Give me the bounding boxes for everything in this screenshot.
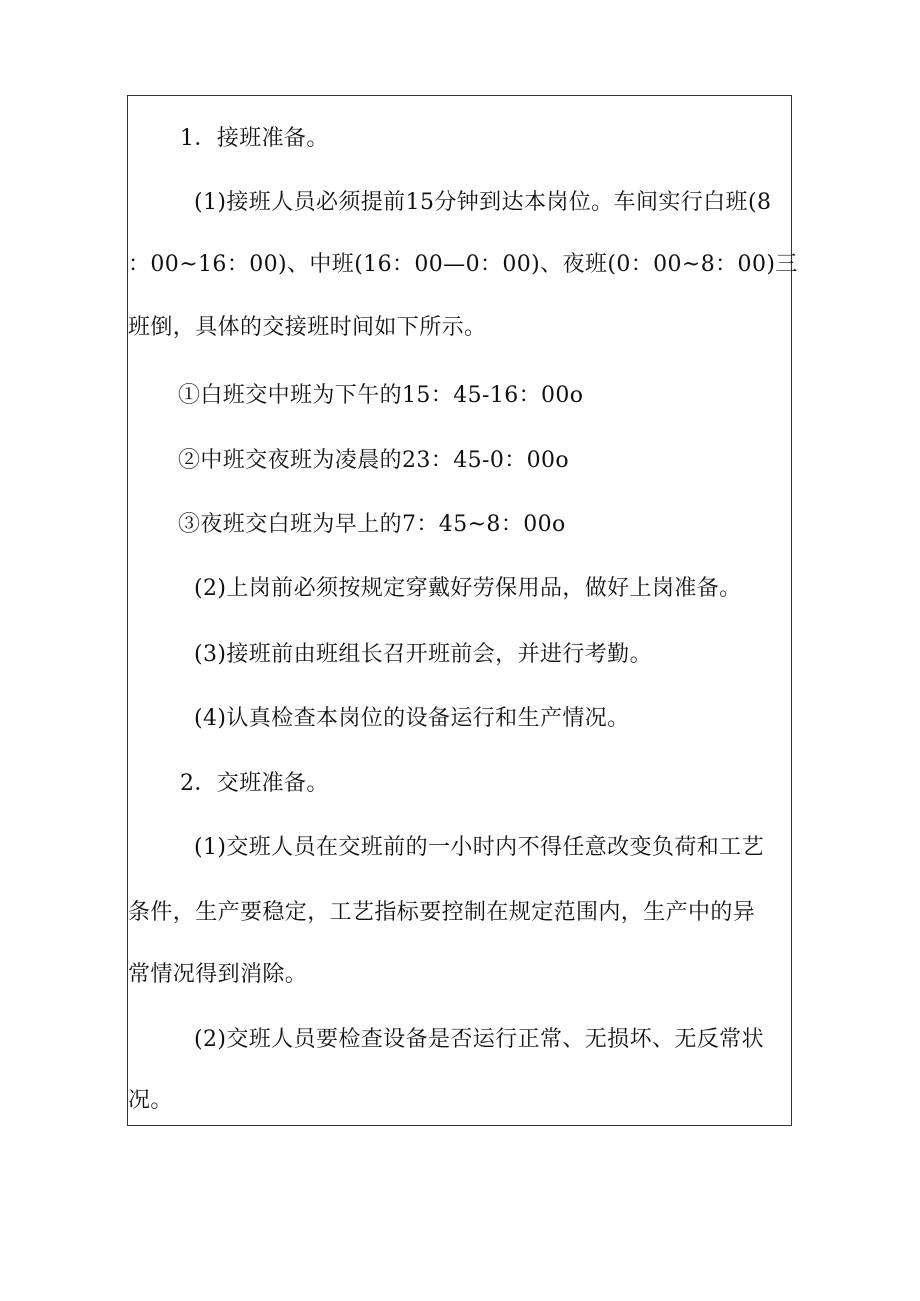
section-heading-handover-give: 2．交班准备。: [180, 771, 329, 796]
paragraph-line: (3)接班前由班组长召开班前会，并进行考勤。: [194, 642, 652, 667]
list-item: ②中班交夜班为凌晨的23：45-0：00o: [178, 448, 570, 473]
paragraph-line: 况。: [128, 1088, 173, 1113]
list-item: ③夜班交白班为早上的7：45~8：00o: [178, 512, 566, 537]
paragraph-line: 常情况得到消除。: [128, 962, 308, 987]
list-item: ①白班交中班为下午的15：45-16：00o: [178, 383, 584, 408]
paragraph-line: 条件，生产要稳定，工艺指标要控制在规定范围内，生产中的异: [128, 900, 756, 925]
paragraph-line: (1)交班人员在交班前的一小时内不得任意改变负荷和工艺: [194, 835, 764, 860]
paragraph-line: ：00~16：00)、中班(16：00—0：00)、夜班(0：00~8：00)三: [128, 252, 798, 277]
section-heading-handover-receive: 1．接班准备。: [180, 126, 329, 151]
paragraph-line: 班倒，具体的交接班时间如下所示。: [128, 315, 487, 340]
paragraph-line: (4)认真检查本岗位的设备运行和生产情况。: [194, 706, 630, 731]
paragraph-line: (2)交班人员要检查设备是否运行正常、无损坏、无反常状: [194, 1027, 764, 1052]
document-frame: [127, 95, 798, 1126]
paragraph-line: (1)接班人员必须提前15分钟到达本岗位。车间实行白班(8: [194, 190, 772, 215]
paragraph-line: (2)上岗前必须按规定穿戴好劳保用品，做好上岗准备。: [194, 576, 742, 601]
